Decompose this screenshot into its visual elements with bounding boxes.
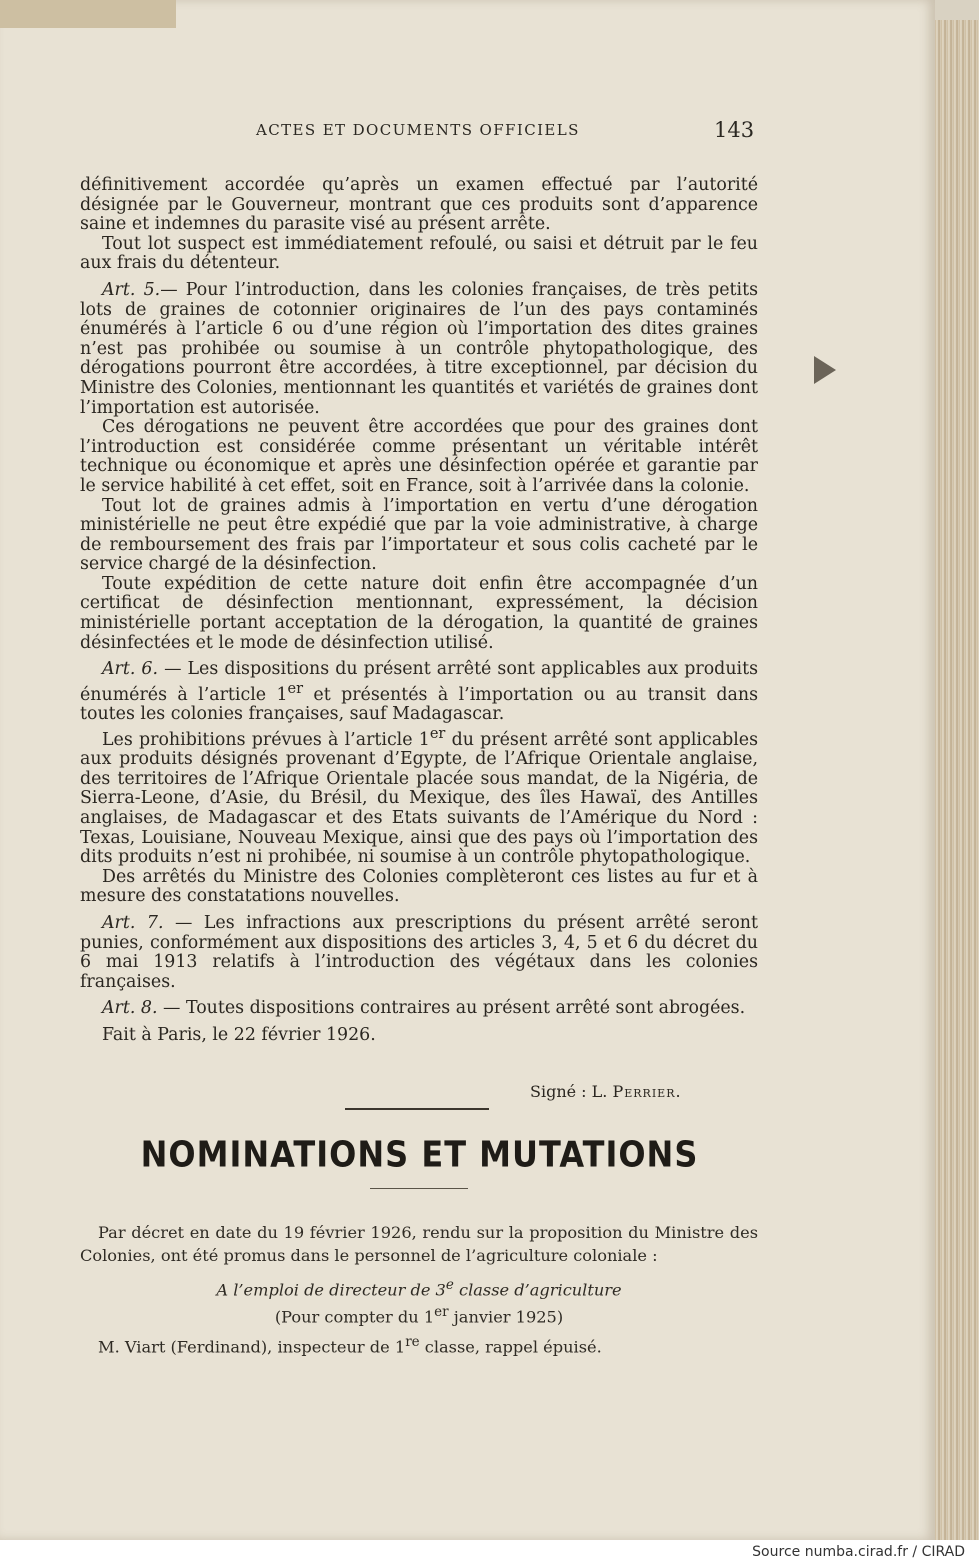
page-number: 143 — [714, 118, 755, 142]
running-title: ACTES ET DOCUMENTS OFFICIELS — [256, 121, 580, 139]
signatory-name: Perrier. — [612, 1082, 682, 1101]
date-text: (Pour compter du 1 — [274, 1307, 435, 1327]
article-label: Art. 8. — [102, 998, 158, 1019]
section-title: NOMINATIONS ET MUTATIONS — [140, 1132, 699, 1176]
article-label: Art. 6. — [102, 659, 159, 680]
article-body: — Toutes dispositions contraires au présent arrêté sont abrogées. — [157, 998, 746, 1019]
person-text: M. Viart (Ferdinand), inspecteur de 1 — [98, 1337, 406, 1357]
article-6 — [80, 660, 758, 725]
date-place: Fait à Paris, le 22 février 1926. — [102, 1024, 376, 1045]
divider — [345, 1108, 489, 1110]
paragraph: Tout lot suspect est immédiatement refoulé, ou saisi et détruit par le feu aux frais du détenteur. — [80, 233, 758, 274]
decree-intro: Par décret en date du 19 février 1926, rendu sur la proposition du Ministre des Colonies, ont été promus dans le personnel de l’agriculture coloniale : — [80, 1223, 758, 1265]
article-8 — [80, 999, 758, 1019]
paragraph: Toute expédition de cette nature doit enfin être accompagnée d’un certificat de désinfection mentionnant, expressément, la décision ministérielle portant acceptation de la dérogation, la quantité de graines désinfectées et le mode de désinfection utilisé. — [80, 573, 758, 653]
article-body: — Les dispositions du présent arrêté sont applicables aux produits énumérés à l’article 1 — [80, 659, 758, 705]
signature — [530, 1082, 682, 1101]
divider — [370, 1188, 468, 1189]
paper-tab — [0, 0, 176, 28]
superscript: re — [405, 1333, 420, 1350]
paragraph — [80, 725, 758, 868]
article-5 — [80, 281, 758, 418]
effective-date — [80, 1301, 758, 1328]
article-label: Art. 7. — [102, 912, 164, 933]
paragraph: définitivement accordée qu’après un examen effectué par l’autorité désignée par le Gouverneur, montrant que ces produits sont d’apparence saine et indemnes du parasite visé au présent arrête. — [80, 175, 758, 235]
article-label: Art. 5. — [102, 279, 161, 300]
superscript: er — [429, 725, 446, 742]
nominations-text — [80, 1221, 758, 1358]
article-7 — [80, 914, 758, 992]
paragraph: Des arrêtés du Ministre des Colonies complèteront ces listes au fur et à mesure des constatations nouvelles. — [80, 866, 758, 907]
paragraph-text: Les prohibitions prévues à l’article 1 — [102, 729, 430, 750]
paragraph: Tout lot de graines admis à l’importation en vertu d’une dérogation ministérielle ne peut être expédié que par la voie administrative, à charge de remboursement des frais par l’importateur et sous colis cacheté par le service chargé de la désinfection. — [80, 495, 758, 575]
article-text — [80, 176, 758, 1046]
superscript: er — [287, 680, 304, 697]
page-edges — [935, 20, 979, 1540]
article-body: — Les infractions aux prescriptions du présent arrêté seront punies, conformément aux dispositions des articles 3, 4, 5 et 6 du décret du 6 mai 1913 relatifs à l’introduction des végétaux dans les colonies françaises. — [80, 912, 758, 992]
person-entry — [80, 1331, 758, 1358]
article-body: — Pour l’introduction, dans les colonies françaises, de très petits lots de graines de cotonnier originaires de l’un des pays contaminés énumérés à l’article 6 ou d’une région où l’importation des dites graines n’est pas prohibée ou soumise à un contrôle phytopathologique, des dérogations pourront être accordées, à titre exceptionnel, par décision du Ministre des Colonies, mentionnant les quantités et variétés de graines dont l’importation est autorisée. — [80, 279, 758, 418]
appointment-heading — [80, 1274, 758, 1301]
appointment-text: A l’emploi de directeur de 3 — [216, 1280, 446, 1300]
appointment-text: classe d’agriculture — [453, 1280, 622, 1300]
source-credit: Source numba.cirad.fr / CIRAD — [752, 1544, 965, 1560]
paragraph-text: du présent arrêté sont applicables aux produits désignés provenant d’Egypte, de l’Afrique Orientale anglaise, des territoires de l’Afrique Orientale placée sous mandat, de la Nigéria, de Sierra-Leone, d’Asie, du Brésil, du Mexique, des îles Hawaï, des Antilles anglaises, de Madagascar et des Etats suivants de l’Amérique du Nord : Texas, Louisiane, Nouveau Mexique, ainsi que des pays où l’importation des dits produits n’est ni prohibée, ni soumise à un contrôle phytopathologique. — [80, 729, 758, 868]
article-body: et présentés à l’importation ou au transit dans toutes les colonies françaises, sauf Madagascar. — [80, 684, 759, 725]
signature-prefix: Signé : L. — [530, 1082, 613, 1101]
person-text: classe, rappel épuisé. — [419, 1337, 602, 1357]
paragraph: Ces dérogations ne peuvent être accordées que pour des graines dont l’introduction est considérée comme présentant un véritable intérêt technique ou économique et après une désinfection opérée et garantie par le service habilité à cet effet, soit en France, soit à l’arrivée dans la colonie. — [80, 417, 758, 496]
superscript: e — [445, 1277, 454, 1293]
superscript: er — [434, 1304, 449, 1321]
triangle-marker-icon — [814, 356, 836, 384]
date-text: janvier 1925) — [448, 1307, 564, 1327]
